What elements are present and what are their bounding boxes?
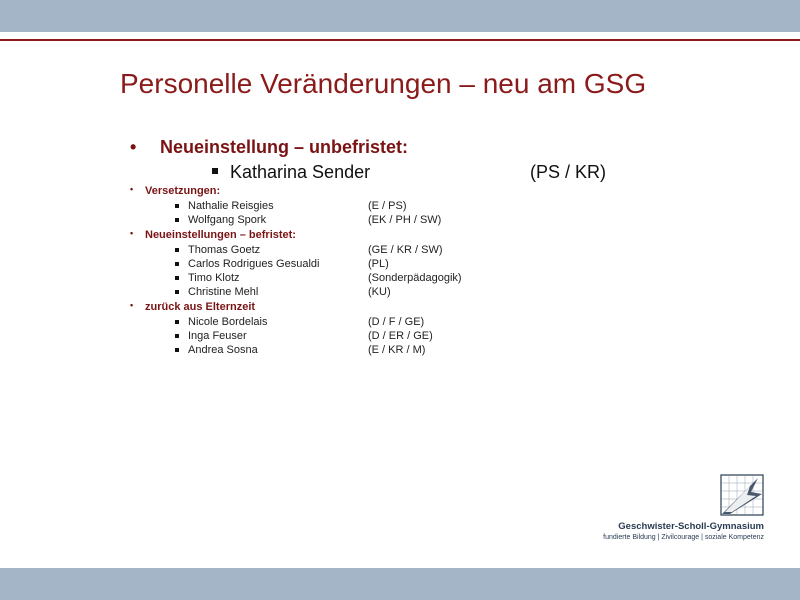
school-name: Geschwister-Scholl-Gymnasium [618, 521, 764, 532]
person-name: Timo Klotz [188, 272, 240, 284]
list-item [175, 316, 475, 330]
person-subjects: (KU) [368, 286, 391, 298]
list-item [175, 244, 475, 258]
person-name: Katharina Sender [230, 162, 371, 182]
person-subjects: (D / ER / GE) [368, 330, 433, 342]
bullet-square [175, 320, 179, 324]
person-name: Andrea Sosna [188, 344, 258, 356]
bullet-dot: • [130, 228, 134, 238]
person-subjects: (PS / KR) [530, 162, 607, 182]
list-item [175, 200, 475, 214]
bullet-square [175, 334, 179, 338]
bullet-square [175, 276, 179, 280]
bullet-square [175, 348, 179, 352]
bullet-dot: • [130, 300, 134, 310]
person-subjects: (E / PS) [368, 200, 407, 212]
person-name: Christine Mehl [188, 286, 259, 298]
person-name: Wolfgang Spork [188, 214, 267, 226]
bullet-square [175, 218, 179, 222]
bullet-square [175, 248, 179, 252]
person-subjects: (E / KR / M) [368, 344, 426, 356]
section-heading: Neueinstellung – unbefristet: [160, 137, 409, 157]
bullet-dot: • [130, 184, 134, 194]
bullet-square [175, 262, 179, 266]
bullet-square [212, 168, 218, 174]
person-subjects: (D / F / GE) [368, 316, 425, 328]
person-name: Nathalie Reisgies [188, 200, 274, 212]
list-item [175, 258, 475, 272]
list-item [175, 286, 475, 300]
person-name: Thomas Goetz [188, 244, 261, 256]
person-name: Nicole Bordelais [188, 316, 268, 328]
list-item [175, 330, 475, 344]
list-item [175, 344, 475, 358]
person-subjects: (EK / PH / SW) [368, 214, 442, 226]
school-tagline: fundierte Bildung | Zivilcourage | soziale Kompetenz [603, 534, 764, 541]
bullet-dot: • [130, 137, 137, 157]
bullet-square [175, 290, 179, 294]
person-subjects: (GE / KR / SW) [368, 244, 443, 256]
section-heading: Neueinstellungen – befristet: [145, 229, 296, 241]
person-subjects: (PL) [368, 258, 389, 270]
slide-title: Personelle Veränderungen – neu am GSG [120, 68, 647, 99]
top-bar [0, 0, 800, 32]
person-name: Inga Feuser [188, 330, 247, 342]
section-heading: zurück aus Elternzeit [145, 301, 256, 313]
bullet-square [175, 204, 179, 208]
list-item [175, 214, 475, 228]
header-rule [0, 39, 800, 41]
list-item [175, 272, 475, 286]
person-subjects: (Sonderpädagogik) [368, 272, 462, 284]
person-name: Carlos Rodrigues Gesualdi [188, 258, 320, 270]
school-logo-icon [720, 474, 764, 516]
bottom-bar [0, 568, 800, 600]
section-heading: Versetzungen: [145, 185, 221, 197]
